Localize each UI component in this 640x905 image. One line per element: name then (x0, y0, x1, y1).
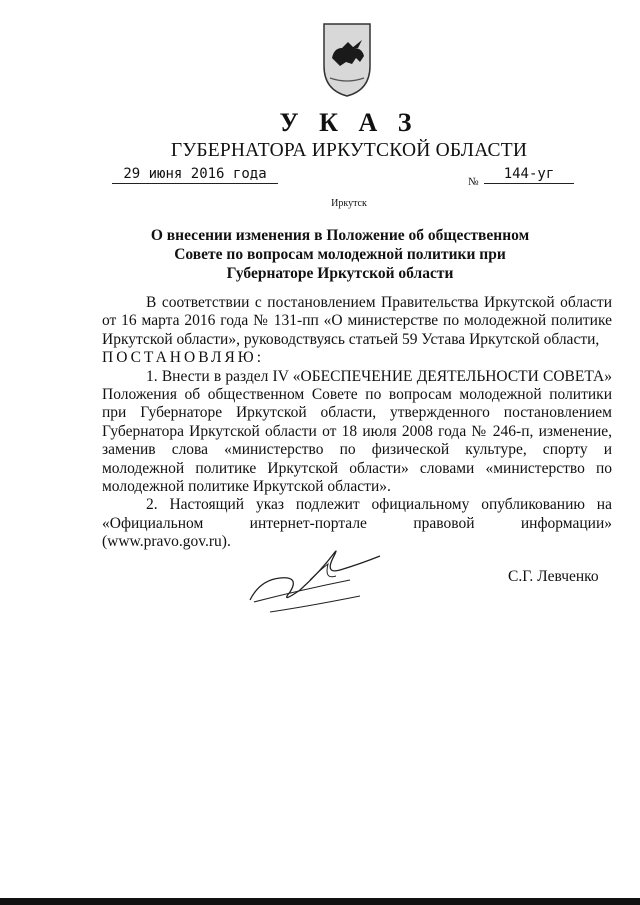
body-paragraph-preamble: В соответствии с постановлением Правительства Иркутской области от 16 марта 2016 года № 131-пп «О министерстве по молодежной политике Иркутской области», руководствуясь статьей 59 Устава Иркутской области, (102, 294, 612, 348)
scan-edge-bar (0, 898, 640, 905)
decree-word: ПОСТАНОВЛЯЮ: (102, 349, 265, 367)
document-date: 29 июня 2016 года (112, 166, 278, 184)
body-paragraph-1: 1. Внести в раздел IV «ОБЕСПЕЧЕНИЕ ДЕЯТЕЛЬНОСТИ СОВЕТА» Положения об общественном Совете по вопросам молодежной политики при Губернаторе Иркутской области, утвержденного постановлением Губернатора Иркутской области от 18 июля 2008 года № 246-п, изменение, заменив слова «министерство по физической культуре, спорту и молодежной политике Иркутской области» словами «министерство по молодежной политике Иркутской области». (102, 367, 612, 496)
heading-line: Губернаторе Иркутской области (226, 265, 454, 282)
document-heading (120, 226, 560, 283)
body-paragraph-2: 2. Настоящий указ подлежит официальному опубликованию на «Официальном интернет-портале правовой информации» (www.pravo.gov.ru). (102, 496, 612, 551)
signature-icon (240, 540, 390, 615)
number-label: № (468, 176, 479, 188)
document-body (102, 294, 612, 552)
heading-line: О внесении изменения в Положение об общественном (150, 227, 530, 244)
coat-of-arms-icon (318, 18, 376, 98)
signer-name: С.Г. Левченко (508, 568, 599, 585)
document-subtitle: ГУБЕРНАТОРА ИРКУТСКОЙ ОБЛАСТИ (170, 140, 528, 161)
document-title: У К А З (279, 108, 419, 137)
document-number: 144-уг (484, 166, 574, 184)
heading-line: Совете по вопросам молодежной политики при (174, 246, 506, 263)
document-city: Иркутск (331, 198, 367, 209)
